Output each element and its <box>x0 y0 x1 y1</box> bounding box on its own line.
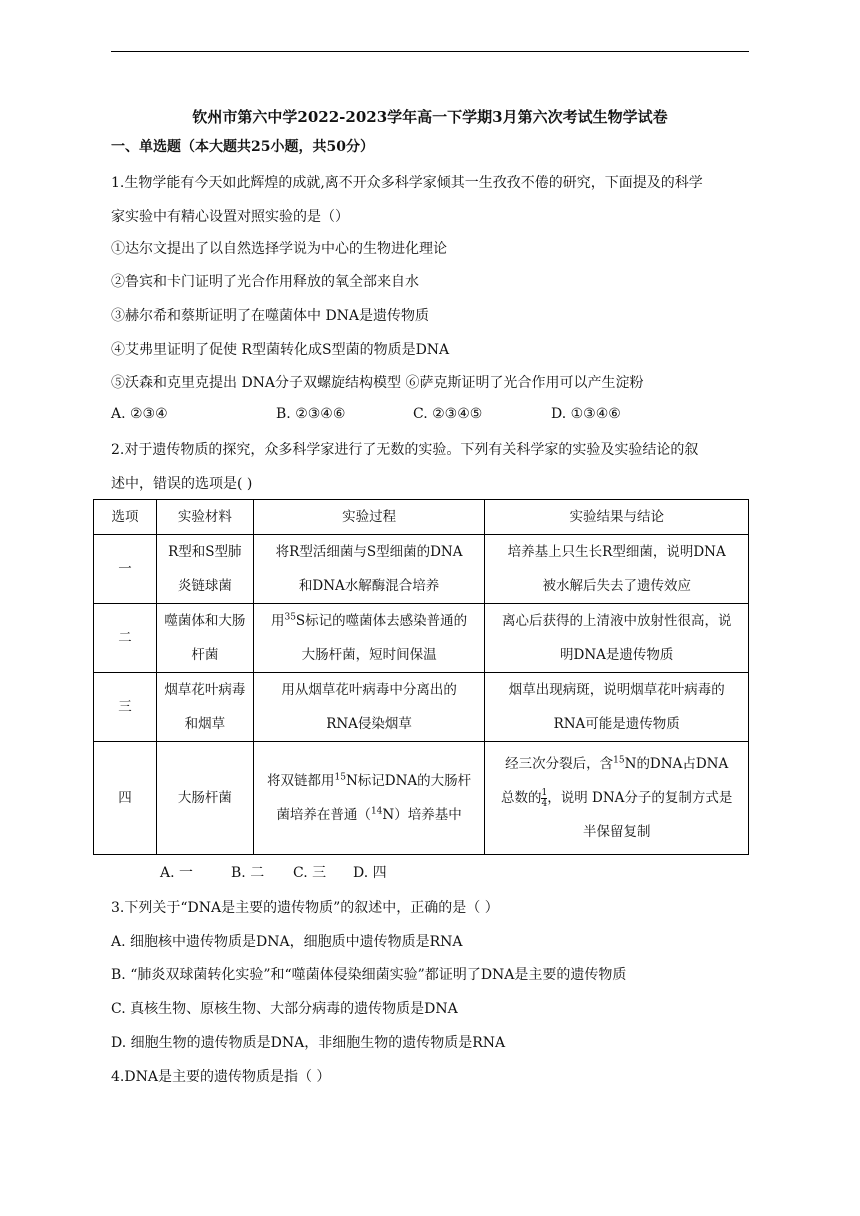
q1-item-5: ⑤沃森和克里克提出 DNA分子双螺旋结构模型 ⑥萨克斯证明了光合作用可以产生淀粉 <box>111 375 644 391</box>
material-line: 烟草花叶病毒 <box>164 682 246 698</box>
process-line: 和DNA水解酶混合培养 <box>298 578 440 594</box>
section-heading: 一、单选题（本大题共25小题，共50分） <box>111 139 374 155</box>
result-line: 被水解后失去了遗传效应 <box>542 578 691 594</box>
exam-title: 钦州市第六中学2022-2023学年高一下学期3月第六次考试生物学试卷 <box>192 108 668 126</box>
material-line: R型和S型肺 <box>168 544 242 560</box>
header-rule <box>111 51 749 52</box>
q1-stem-line2: 家实验中有精心设置对照实验的是（） <box>111 209 349 225</box>
result-line: 烟草出现病斑，说明烟草花叶病毒的 <box>508 682 725 698</box>
q1-item-2: ②鲁宾和卡门证明了光合作用释放的氧全部来自水 <box>111 274 419 290</box>
row-process <box>253 535 485 604</box>
result-line: RNA可能是遗传物质 <box>553 716 680 732</box>
result-line: 培养基上只生长R型细菌，说明DNA <box>507 544 726 560</box>
table-row <box>94 673 749 742</box>
table-header-cell: 实验过程 <box>253 500 485 535</box>
row-process <box>253 673 485 742</box>
result-line: 半保留复制 <box>582 824 651 840</box>
material-line: 炎链球菌 <box>177 578 232 594</box>
row-result <box>485 535 749 604</box>
process-text: N标记DNA的大肠杆 <box>345 773 472 789</box>
table-row <box>94 604 749 673</box>
result-line <box>487 747 746 781</box>
q2-stem-line2: 述中，错误的选项是( ) <box>111 476 253 492</box>
table-header-cell: 选项 <box>94 500 157 535</box>
row-result <box>485 673 749 742</box>
q2-option-b[interactable]: B. 二 <box>231 865 265 881</box>
row-process <box>253 604 485 673</box>
process-text: 将双链都用 <box>267 773 335 789</box>
q3-stem: 3.下列关于“DNA是主要的遗传物质”的叙述中，正确的是（ ） <box>111 900 499 916</box>
process-text: 菌培养在普通（ <box>276 807 371 823</box>
result-text: ，说明 DNA分子的复制方式是 <box>547 790 733 806</box>
row-material: 大肠杆菌 <box>156 742 253 855</box>
result-text: 经三次分裂后，含 <box>505 756 614 772</box>
process-text: S标记的噬菌体去感染普通的 <box>295 613 468 629</box>
q1-item-4: ④艾弗里证明了促使 R型菌转化成S型菌的物质是DNA <box>111 342 450 358</box>
process-line: 大肠杆菌，短时间保温 <box>301 647 437 663</box>
row-material <box>156 604 253 673</box>
experiment-table <box>93 499 749 855</box>
q2-option-d[interactable]: D. 四 <box>353 865 387 881</box>
row-option: 三 <box>94 673 157 742</box>
process-line <box>256 798 483 832</box>
row-option: 一 <box>94 535 157 604</box>
q4-stem: 4.DNA是主要的遗传物质是指（ ） <box>111 1069 331 1085</box>
q3-option-c[interactable]: C. 真核生物、原核生物、大部分病毒的遗传物质是DNA <box>111 1001 458 1017</box>
row-option: 四 <box>94 742 157 855</box>
q1-option-a[interactable]: A. ②③④ <box>111 406 168 422</box>
material-line: 噬菌体和大肠 <box>164 613 246 629</box>
process-line: RNA侵染烟草 <box>326 716 412 732</box>
material-line: 杆菌 <box>191 647 219 663</box>
row-material <box>156 673 253 742</box>
q1-option-c[interactable]: C. ②③④⑤ <box>413 406 483 422</box>
table-header-row <box>94 500 749 535</box>
row-process <box>253 742 485 855</box>
isotope-superscript: 15 <box>613 755 625 766</box>
isotope-superscript: 15 <box>334 772 346 783</box>
isotope-superscript: 35 <box>284 612 296 623</box>
result-line <box>487 781 746 815</box>
fraction-denominator: 4 <box>541 799 548 809</box>
result-text: 总数的 <box>500 790 542 806</box>
result-line: 明DNA是遗传物质 <box>560 647 674 663</box>
result-text: N的DNA占DNA <box>624 756 729 772</box>
q2-option-a[interactable]: A. 一 <box>160 865 194 881</box>
row-result <box>485 742 749 855</box>
q2-option-c[interactable]: C. 三 <box>293 865 327 881</box>
q1-option-d[interactable]: D. ①③④⑥ <box>551 406 621 422</box>
process-line: 将R型活细菌与S型细菌的DNA <box>275 544 463 560</box>
q2-stem-line1: 2.对于遗传物质的探究，众多科学家进行了无数的实验。下列有关科学家的实验及实验结论的叙 <box>111 442 699 458</box>
process-prefix: 用 <box>270 613 285 629</box>
q3-option-d[interactable]: D. 细胞生物的遗传物质是DNA，非细胞生物的遗传物质是RNA <box>111 1035 506 1051</box>
row-result <box>485 604 749 673</box>
table-row <box>94 535 749 604</box>
row-option: 二 <box>94 604 157 673</box>
row-material <box>156 535 253 604</box>
q3-option-a[interactable]: A. 细胞核中遗传物质是DNA，细胞质中遗传物质是RNA <box>111 934 463 950</box>
result-line: 离心后获得的上清液中放射性很高，说 <box>501 613 732 629</box>
material-line: 和烟草 <box>184 716 226 732</box>
table-header-cell: 实验结果与结论 <box>485 500 749 535</box>
table-row <box>94 742 749 855</box>
process-line: 用从烟草花叶病毒中分离出的 <box>281 682 457 698</box>
process-text: N）培养基中 <box>382 807 462 823</box>
process-line <box>256 604 483 638</box>
q1-item-1: ①达尔文提出了以自然选择学说为中心的生物进化理论 <box>111 241 447 257</box>
process-line <box>256 764 483 798</box>
isotope-superscript: 14 <box>370 806 383 817</box>
fraction-numerator: 1 <box>541 788 548 798</box>
q1-item-3: ③赫尔希和蔡斯证明了在噬菌体中 DNA是遗传物质 <box>111 308 430 324</box>
q3-option-b[interactable]: B. “肺炎双球菌转化实验”和“噬菌体侵染细菌实验”都证明了DNA是主要的遗传物质 <box>111 967 627 983</box>
table-header-cell: 实验材料 <box>156 500 253 535</box>
q1-option-b[interactable]: B. ②③④⑥ <box>276 406 346 422</box>
q1-stem-line1: 1.生物学能有今天如此辉煌的成就,离不开众多科学家倾其一生孜孜不倦的研究，下面提及的科学 <box>111 175 703 191</box>
